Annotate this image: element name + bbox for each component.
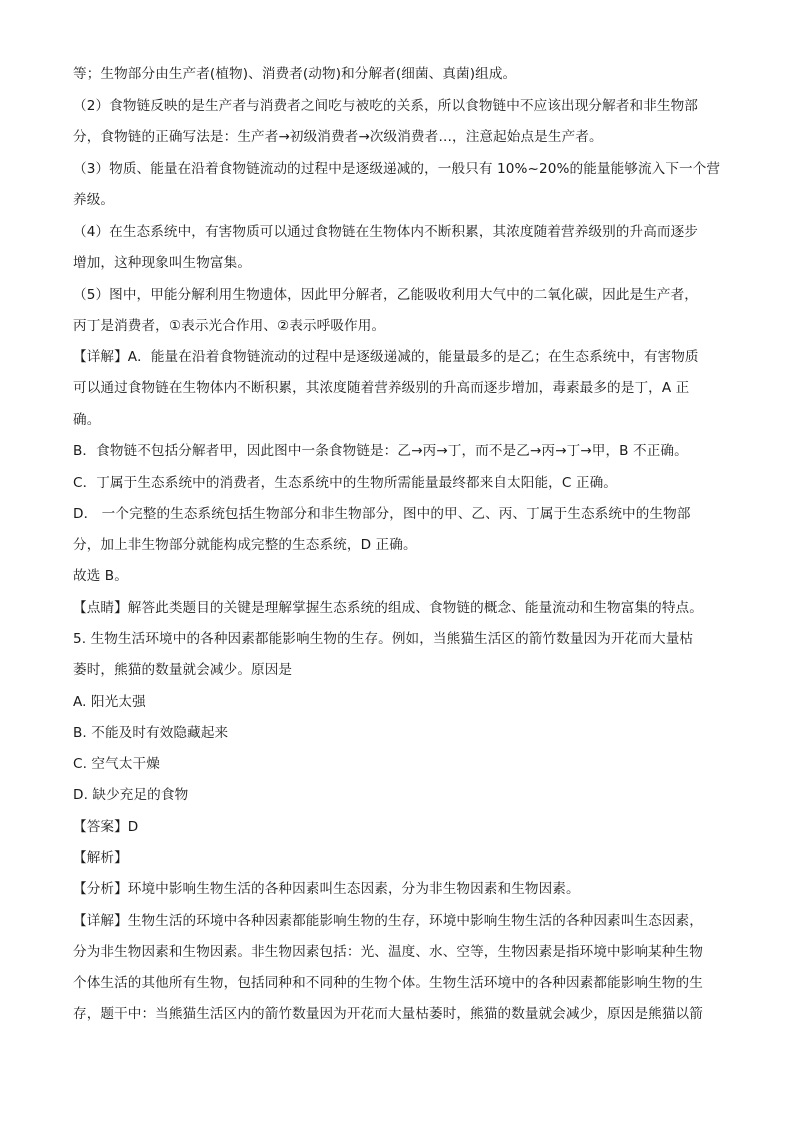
text-line: 【分析】环境中影响生物生活的各种因素叫生态因素，分为非生物因素和生物因素。 (73, 881, 580, 897)
question-stem: 萎时，熊猫的数量就会减少。原因是 (73, 662, 293, 678)
option-d: D. 缺少充足的食物 (73, 787, 189, 803)
text-line: 分，食物链的正确写法是：生产者→初级消费者→次级消费者…，注意起始点是生产者。 (73, 129, 603, 145)
text-line: 【详解】生物生活的环境中各种因素都能影响生物的生存，环境中影响生物生活的各种因素叫生态因素， (73, 913, 703, 929)
answer-label: 【答案】D (73, 819, 139, 835)
text-line: C．丁属于生态系统中的消费者，生态系统中的生物所需能量最终都来自太阳能，C 正确。 (73, 475, 617, 491)
analysis-heading: 【解析】 (73, 850, 128, 866)
text-line: 分，加上非生物部分就能构成完整的生态系统，D 正确。 (73, 537, 417, 553)
text-line: 确。 (73, 412, 101, 428)
option-a: A. 阳光太强 (73, 694, 146, 710)
text-line: 可以通过食物链在生物体内不断积累，其浓度随着营养级别的升高而逐步增加，毒素最多的是丁，A 正 (73, 380, 690, 396)
text-line: （5）图中，甲能分解利用生物遗体，因此甲分解者，乙能吸收利用大气中的二氧化碳，因此是生产者， (73, 287, 698, 303)
text-line: 分为非生物因素和生物因素。非生物因素包括：光、温度、水、空等，生物因素是指环境中影响某种生物 (73, 944, 703, 960)
text-line: 故选 B。 (73, 568, 128, 584)
text-line: 丙丁是消费者，①表示光合作用、②表示呼吸作用。 (73, 318, 386, 334)
text-line: 增加，这种现象叫生物富集。 (73, 255, 252, 271)
text-line: （2）食物链反映的是生产者与消费者之间吃与被吃的关系，所以食物链中不应该出现分解者和非生物部 (73, 98, 698, 114)
text-line: D． 一个完整的生态系统包括生物部分和非生物部分，图中的甲、乙、丙、丁属于生态系统中的生物部 (73, 506, 691, 522)
text-line: 存，题干中：当熊猫生活区内的箭竹数量因为开花而大量枯萎时，熊猫的数量就会减少，原因是熊猫以箭 (73, 1006, 703, 1022)
text-line: B．食物链不包括分解者甲，因此图中一条食物链是：乙→丙→丁，而不是乙→丙→丁→甲，B 不正确。 (73, 443, 688, 459)
text-line: 养级。 (73, 192, 115, 208)
text-line: 个体生活的其他所有生物，包括同种和不同种的生物个体。生物生活环境中的各种因素都能影响生物的生 (73, 975, 703, 991)
text-line: （3）物质、能量在沿着食物链流动的过程中是逐级递减的，一般只有 10%~20%的能量能够流入下一个营 (73, 161, 721, 177)
option-c: C. 空气太干燥 (73, 756, 160, 772)
text-line: （4）在生态系统中，有害物质可以通过食物链在生物体内不断积累，其浓度随着营养级别的升高而逐步 (73, 224, 698, 240)
text-line: 等；生物部分由生产者(植物)、消费者(动物)和分解者(细菌、真菌)组成。 (73, 66, 517, 82)
text-line: 【详解】A．能量在沿着食物链流动的过程中是逐级递减的，能量最多的是乙；在生态系统中，有害物质 (73, 349, 699, 365)
question-stem: 5. 生物生活环境中的各种因素都能影响生物的生存。例如，当熊猫生活区的箭竹数量因为开花而大量枯 (73, 631, 694, 647)
text-line: 【点睛】解答此类题目的关键是理解掌握生态系统的组成、食物链的概念、能量流动和生物富集的特点。 (73, 600, 703, 616)
option-b: B. 不能及时有效隐藏起来 (73, 725, 229, 741)
